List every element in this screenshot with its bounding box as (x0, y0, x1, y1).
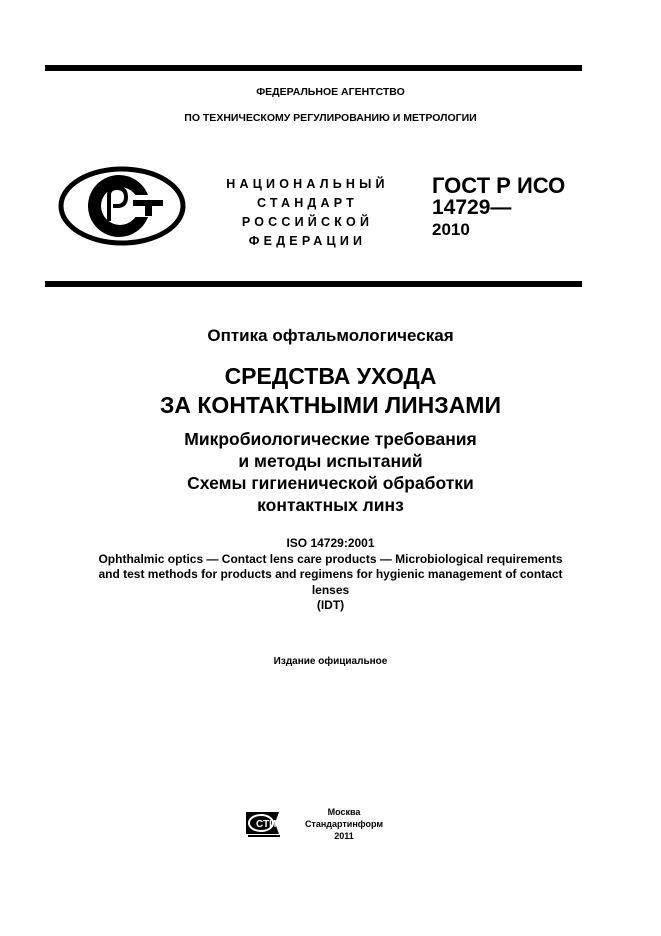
iso-title-line-1: Ophthalmic optics — Contact lens care products — Microbiological requirements (98, 551, 563, 566)
agency-line-1: ФЕДЕРАЛЬНОЕ АГЕНТСТВО (256, 86, 405, 98)
svg-text:СТИ: СТИ (256, 819, 277, 830)
standard-designation (432, 175, 565, 241)
sub-title-line-4: контактных линз (257, 495, 404, 515)
iso-reference (0, 536, 661, 614)
national-standard-line-3: РОССИЙСКОЙ (241, 215, 374, 229)
publisher-info (288, 806, 400, 842)
standartinform-logo-icon (245, 808, 283, 838)
national-standard-label (200, 175, 415, 251)
publisher-year: 2011 (334, 831, 354, 841)
main-title-line-2: ЗА КОНТАКТНЫМИ ЛИНЗАМИ (159, 392, 501, 418)
iso-equivalence: (IDT) (316, 598, 345, 612)
designation-line-3: 2010 (432, 220, 470, 239)
top-rule (45, 65, 582, 71)
iso-title-line-2: and test methods for products and regimens for hygienic management of contact (98, 567, 563, 581)
sub-title-line-3: Схемы гигиенической обработки (187, 473, 474, 493)
sub-title (0, 428, 661, 516)
iso-title-line-3: lenses (311, 582, 350, 597)
designation-line-1: ГОСТ Р ИСО (432, 173, 566, 198)
main-title (0, 362, 661, 420)
national-standard-line-4: ФЕДЕРАЦИИ (248, 234, 367, 248)
publisher-name: Стандартинформ (304, 819, 384, 829)
designation-line-2: 14729— (432, 196, 512, 219)
publisher-city: Москва (327, 807, 361, 817)
sub-title-line-1: Микробиологические требования (184, 429, 477, 449)
sub-title-line-2: и методы испытаний (238, 451, 423, 471)
national-standard-line-2: СТАНДАРТ (257, 196, 358, 210)
rst-certification-logo-icon (57, 165, 187, 247)
national-standard-line-1: НАЦИОНАЛЬНЫЙ (226, 177, 389, 191)
official-edition-label: Издание официальное (273, 656, 388, 667)
agency-line-2: ПО ТЕХНИЧЕСКОМУ РЕГУЛИРОВАНИЮ И МЕТРОЛОГИИ (184, 112, 477, 124)
iso-number: ISO 14729:2001 (286, 536, 375, 550)
subject-title: Оптика офтальмологическая (207, 326, 454, 345)
bottom-rule (45, 281, 582, 287)
main-title-line-1: СРЕДСТВА УХОДА (224, 363, 437, 389)
